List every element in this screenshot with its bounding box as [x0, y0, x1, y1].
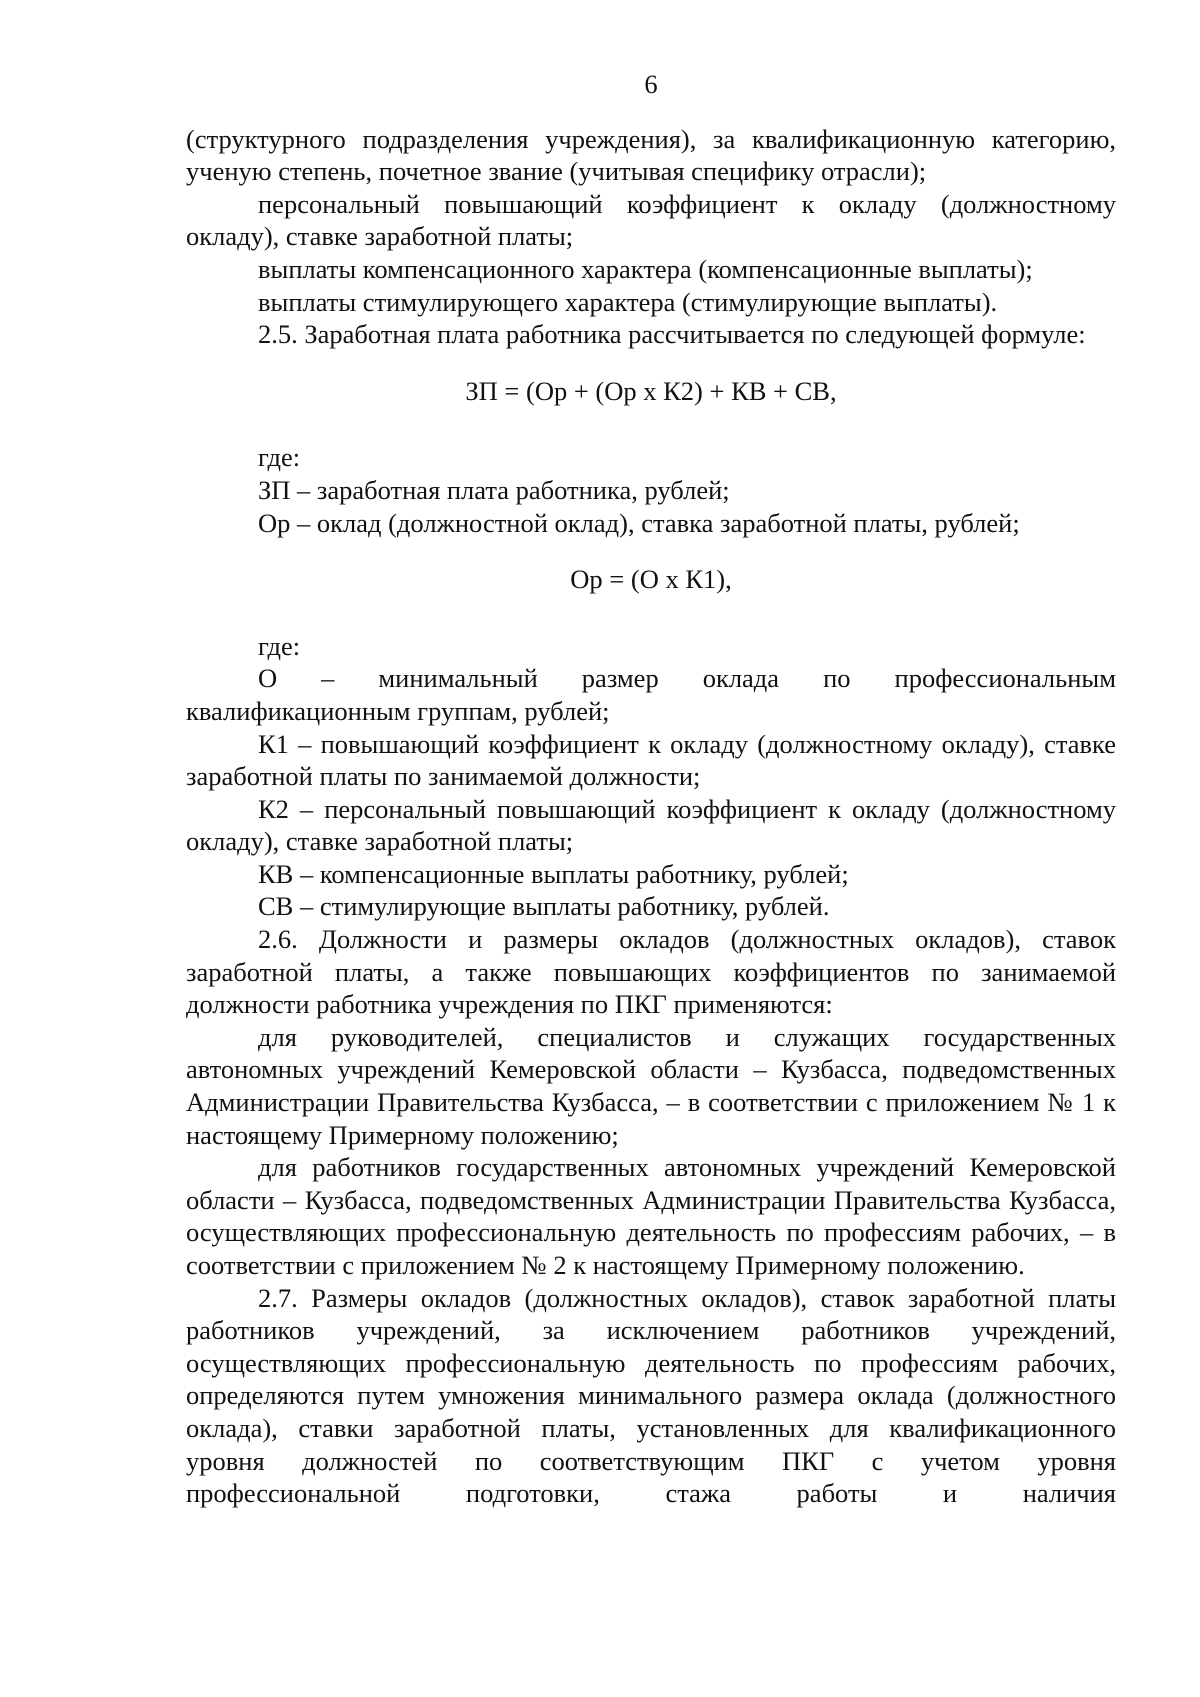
definition-k2: К2 – персональный повышающий коэффициент к окладу (должностному окладу), ставке заработной платы;	[186, 793, 1116, 857]
formula-salary: ЗП = (Ор + (Ор х К2) + КВ + СВ,	[465, 375, 837, 406]
where-label-1: где:	[258, 442, 301, 473]
definition-zp: ЗП – заработная плата работника, рублей;	[258, 474, 730, 505]
page-number: 6	[644, 69, 658, 99]
paragraph-2-7: 2.7. Размеры окладов (должностных окладов), ставок заработной платы работников учреждений, за исключением работников учреждений, осуществляющих профессиональную деятельность по профессиям рабочих, определяются путем умножения минимального размера оклада (должностного оклада), ставки заработной платы, установленных для квалификационного уровня должностей по соответствующим ПКГ с учетом уровня профессиональной подготовки, стажа работы и наличия	[186, 1282, 1116, 1509]
paragraph-2-6: 2.6. Должности и размеры окладов (должностных окладов), ставок заработной платы, а также повышающих коэффициентов по занимаемой должности работника учреждения по ПКГ применяются:	[186, 924, 1116, 1020]
paragraph-workers: для работников государственных автономных учреждений Кемеровской области – Кузбасса, подведомственных Администрации Правительства Кузбасса, осуществляющих профессиональную деятельность по профессиям рабочих, – в соответствии с приложением № 2 к настоящему Примерному положению.	[186, 1152, 1116, 1280]
definition-sv: СВ – стимулирующие выплаты работнику, рублей.	[258, 891, 830, 922]
paragraph-2-5: 2.5. Заработная плата работника рассчитывается по следующей формуле:	[258, 319, 1086, 350]
paragraph-incentive: выплаты стимулирующего характера (стимулирующие выплаты).	[258, 286, 998, 317]
formula-base-salary: Ор = (О х К1),	[570, 564, 732, 595]
paragraph-personal-coefficient: персональный повышающий коэффициент к окладу (должностному окладу), ставке заработной платы;	[186, 188, 1116, 252]
paragraph-continuation: (структурного подразделения учреждения), за квалификационную категорию, ученую степень, почетное звание (учитывая специфику отрасли);	[186, 123, 1116, 187]
definition-o: О – минимальный размер оклада по профессиональным квалификационным группам, рублей;	[186, 663, 1116, 726]
where-label-2: где:	[258, 630, 301, 661]
definition-or: Ор – оклад (должностной оклад), ставка заработной платы, рублей;	[258, 507, 1020, 538]
definition-kv: КВ – компенсационные выплаты работнику, рублей;	[258, 858, 849, 889]
paragraph-leaders: для руководителей, специалистов и служащих государственных автономных учреждений Кемеровской области – Кузбасса, подведомственных Администрации Правительства Кузбасса, – в соответствии с приложением № 1 к настоящему Примерному положению;	[186, 1021, 1116, 1150]
definition-k1: К1 – повышающий коэффициент к окладу (должностному окладу), ставке заработной платы по занимаемой должности;	[186, 728, 1116, 792]
paragraph-compensation: выплаты компенсационного характера (компенсационные выплаты);	[258, 253, 1033, 284]
